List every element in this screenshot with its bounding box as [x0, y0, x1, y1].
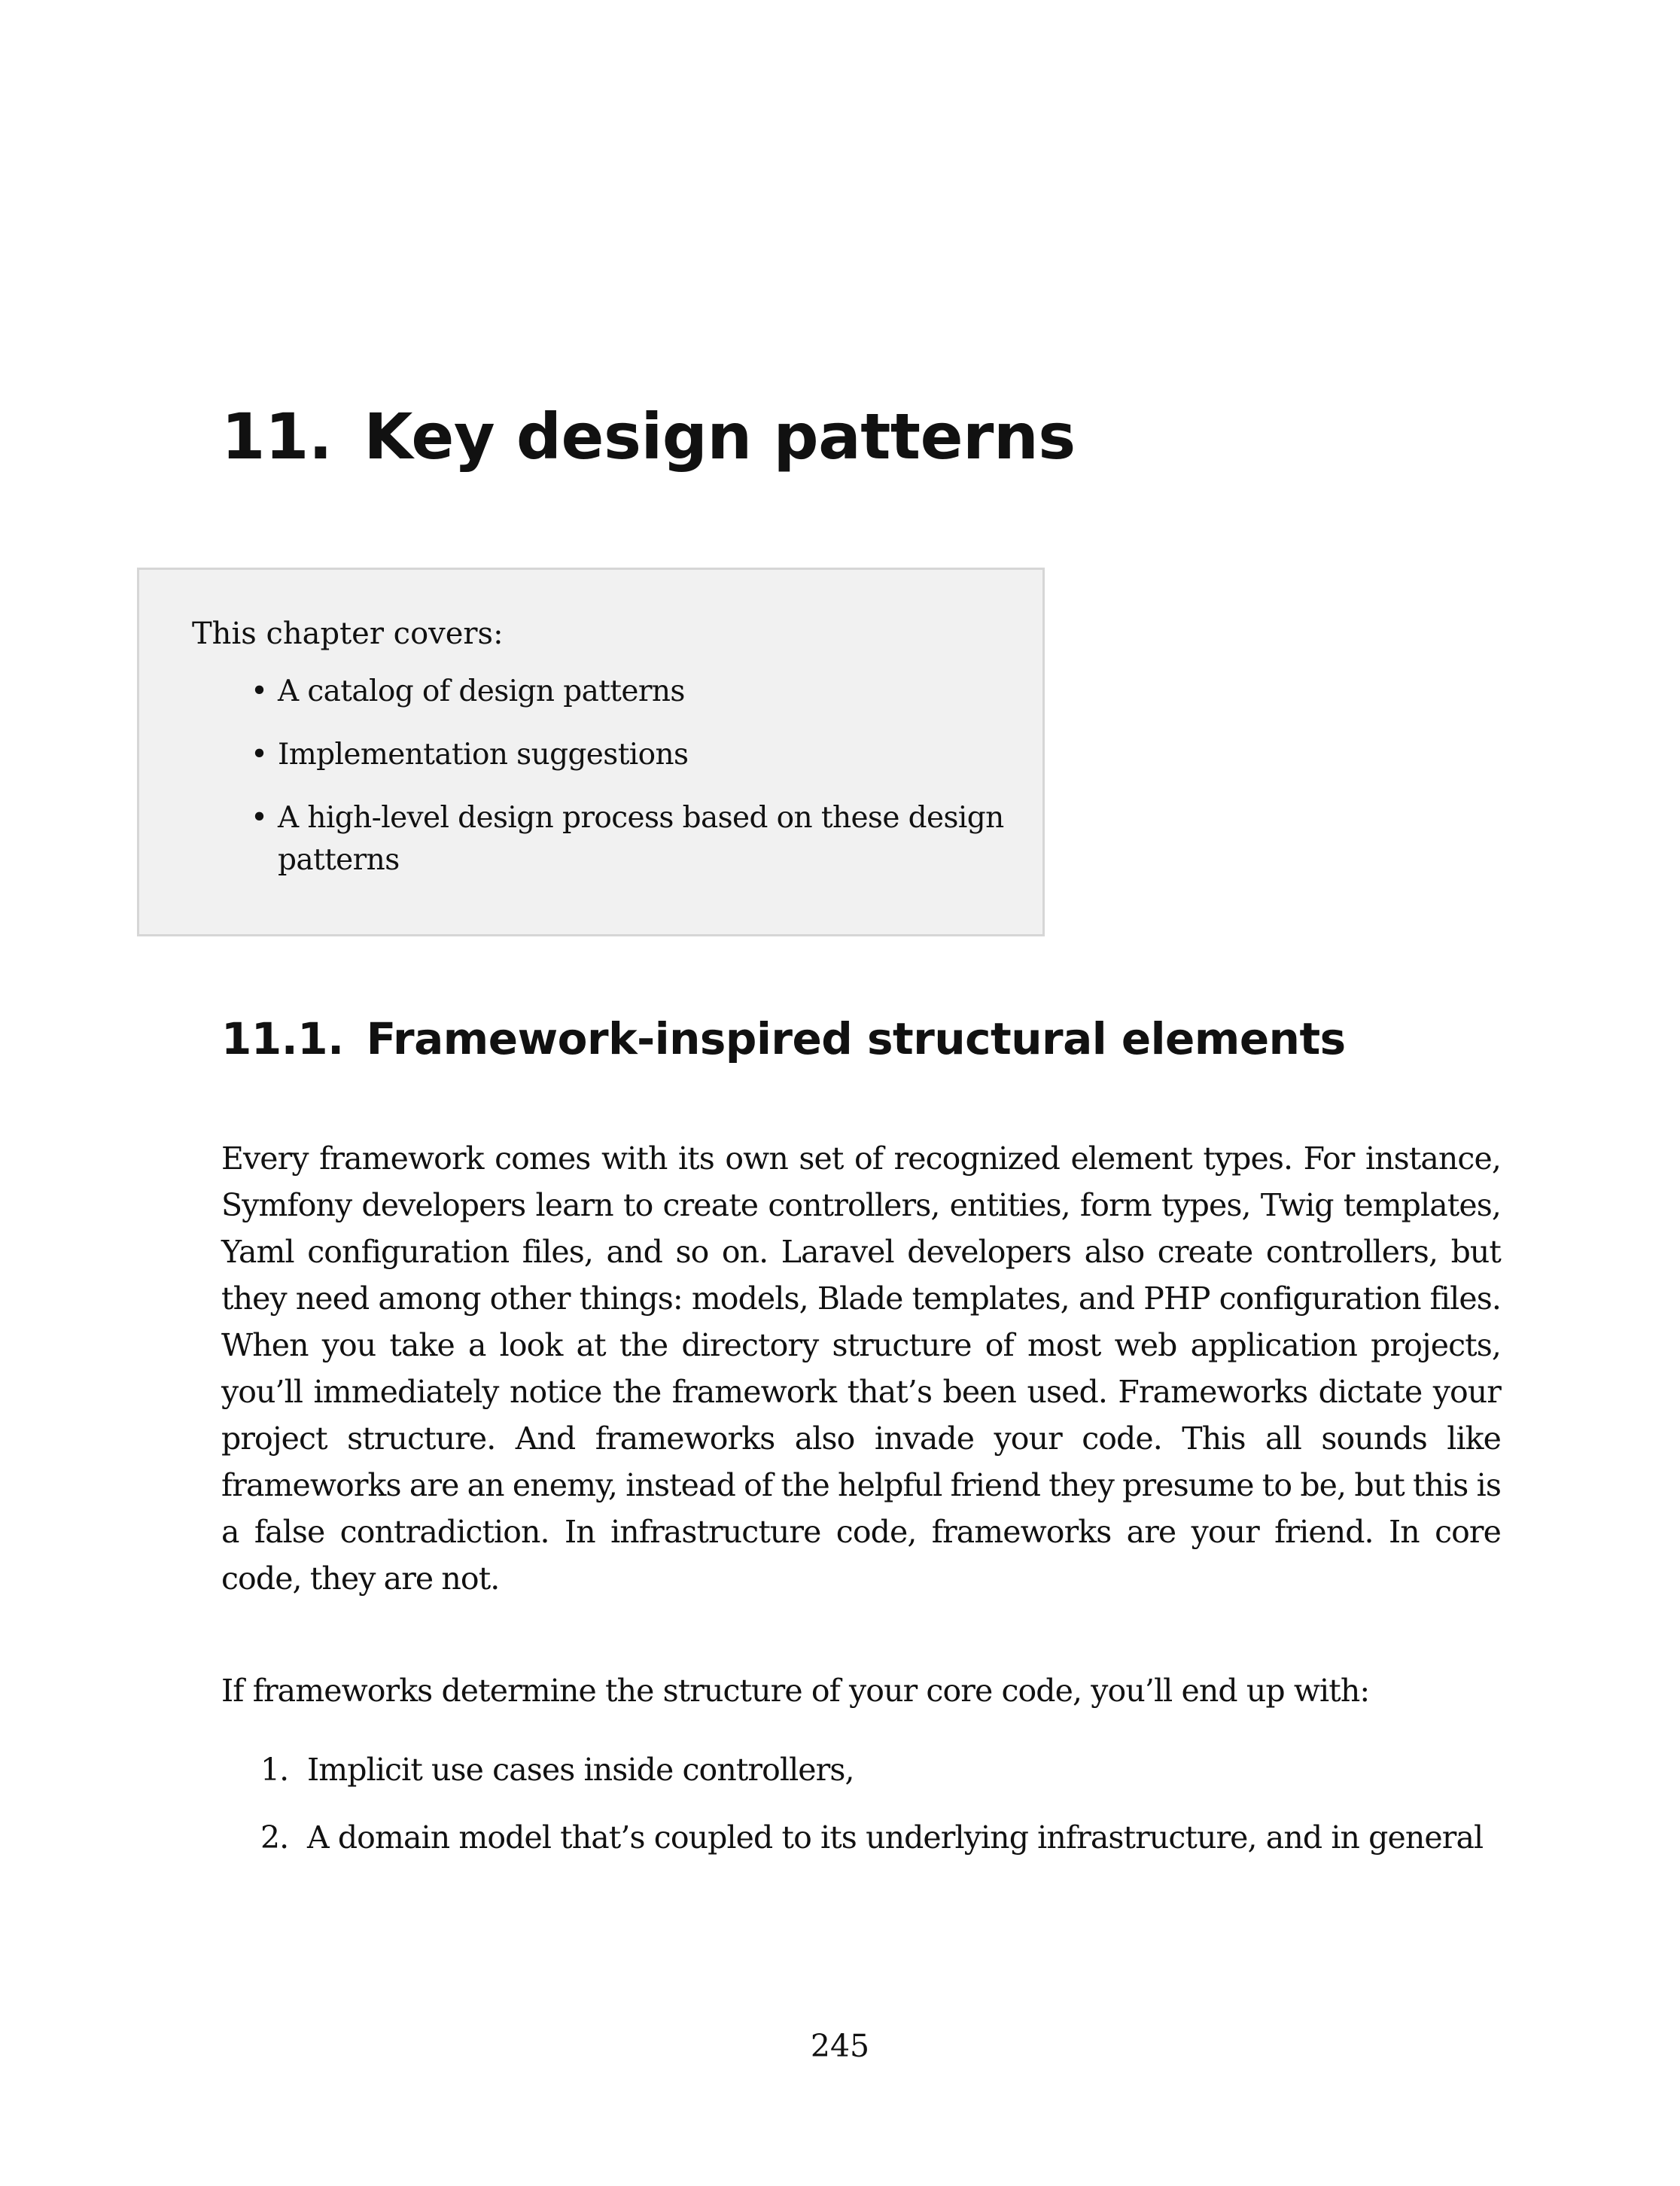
section-number: 11.1. [221, 1013, 344, 1064]
numbered-list [221, 1746, 1501, 1882]
summary-item-text: A high-level design process based on these design patterns [278, 801, 1004, 877]
chapter-summary-box [137, 568, 1045, 936]
list-item [221, 1746, 1501, 1793]
bullet-icon: • [251, 674, 269, 708]
bullet-icon: • [251, 738, 269, 772]
summary-list [192, 671, 1005, 903]
summary-item [192, 734, 1005, 776]
list-item [221, 1814, 1501, 1861]
section-title-text: Framework-inspired structural elements [366, 1013, 1346, 1064]
chapter-title-text: Key design patterns [364, 400, 1076, 473]
list-lead-in: If frameworks determine the structure of your core code, you’ll end up with: [221, 1673, 1370, 1709]
summary-item [192, 797, 1005, 881]
list-item-text: A domain model that’s coupled to its underlying infrastructure, and in general [307, 1819, 1484, 1856]
summary-item-text: Implementation suggestions [278, 738, 689, 772]
page-number: 245 [810, 2028, 870, 2064]
summary-intro: This chapter covers: [192, 617, 504, 651]
bullet-icon: • [251, 801, 269, 835]
summary-item-text: A catalog of design patterns [278, 674, 685, 708]
chapter-number: 11. [221, 400, 333, 473]
list-item-number: 2. [260, 1819, 289, 1856]
list-item-text: Implicit use cases inside controllers, [307, 1752, 854, 1788]
section-title [221, 1013, 1346, 1064]
chapter-title [221, 402, 1076, 471]
list-item-number: 1. [260, 1752, 289, 1788]
summary-item [192, 671, 1005, 713]
body-paragraph: Every framework comes with its own set of recognized element types. For instance, Symfony developers learn to create controllers, entities, form types, Twig templates, Yaml configuration files, and so on. Laravel developers also create controllers, but they need among other things: models, Blade templates, and PHP configuration files. When you take a look at the directory structure of most web application projects, you’ll immediately notice the framework that’s been used. Frameworks dictate your project structure. And frameworks also invade your code. This all sounds like frameworks are an enemy, instead of the helpful friend they presume to be, but this is a false contradiction. In infrastructure code, frameworks are your friend. In core code, they are not. [221, 1140, 1501, 1597]
